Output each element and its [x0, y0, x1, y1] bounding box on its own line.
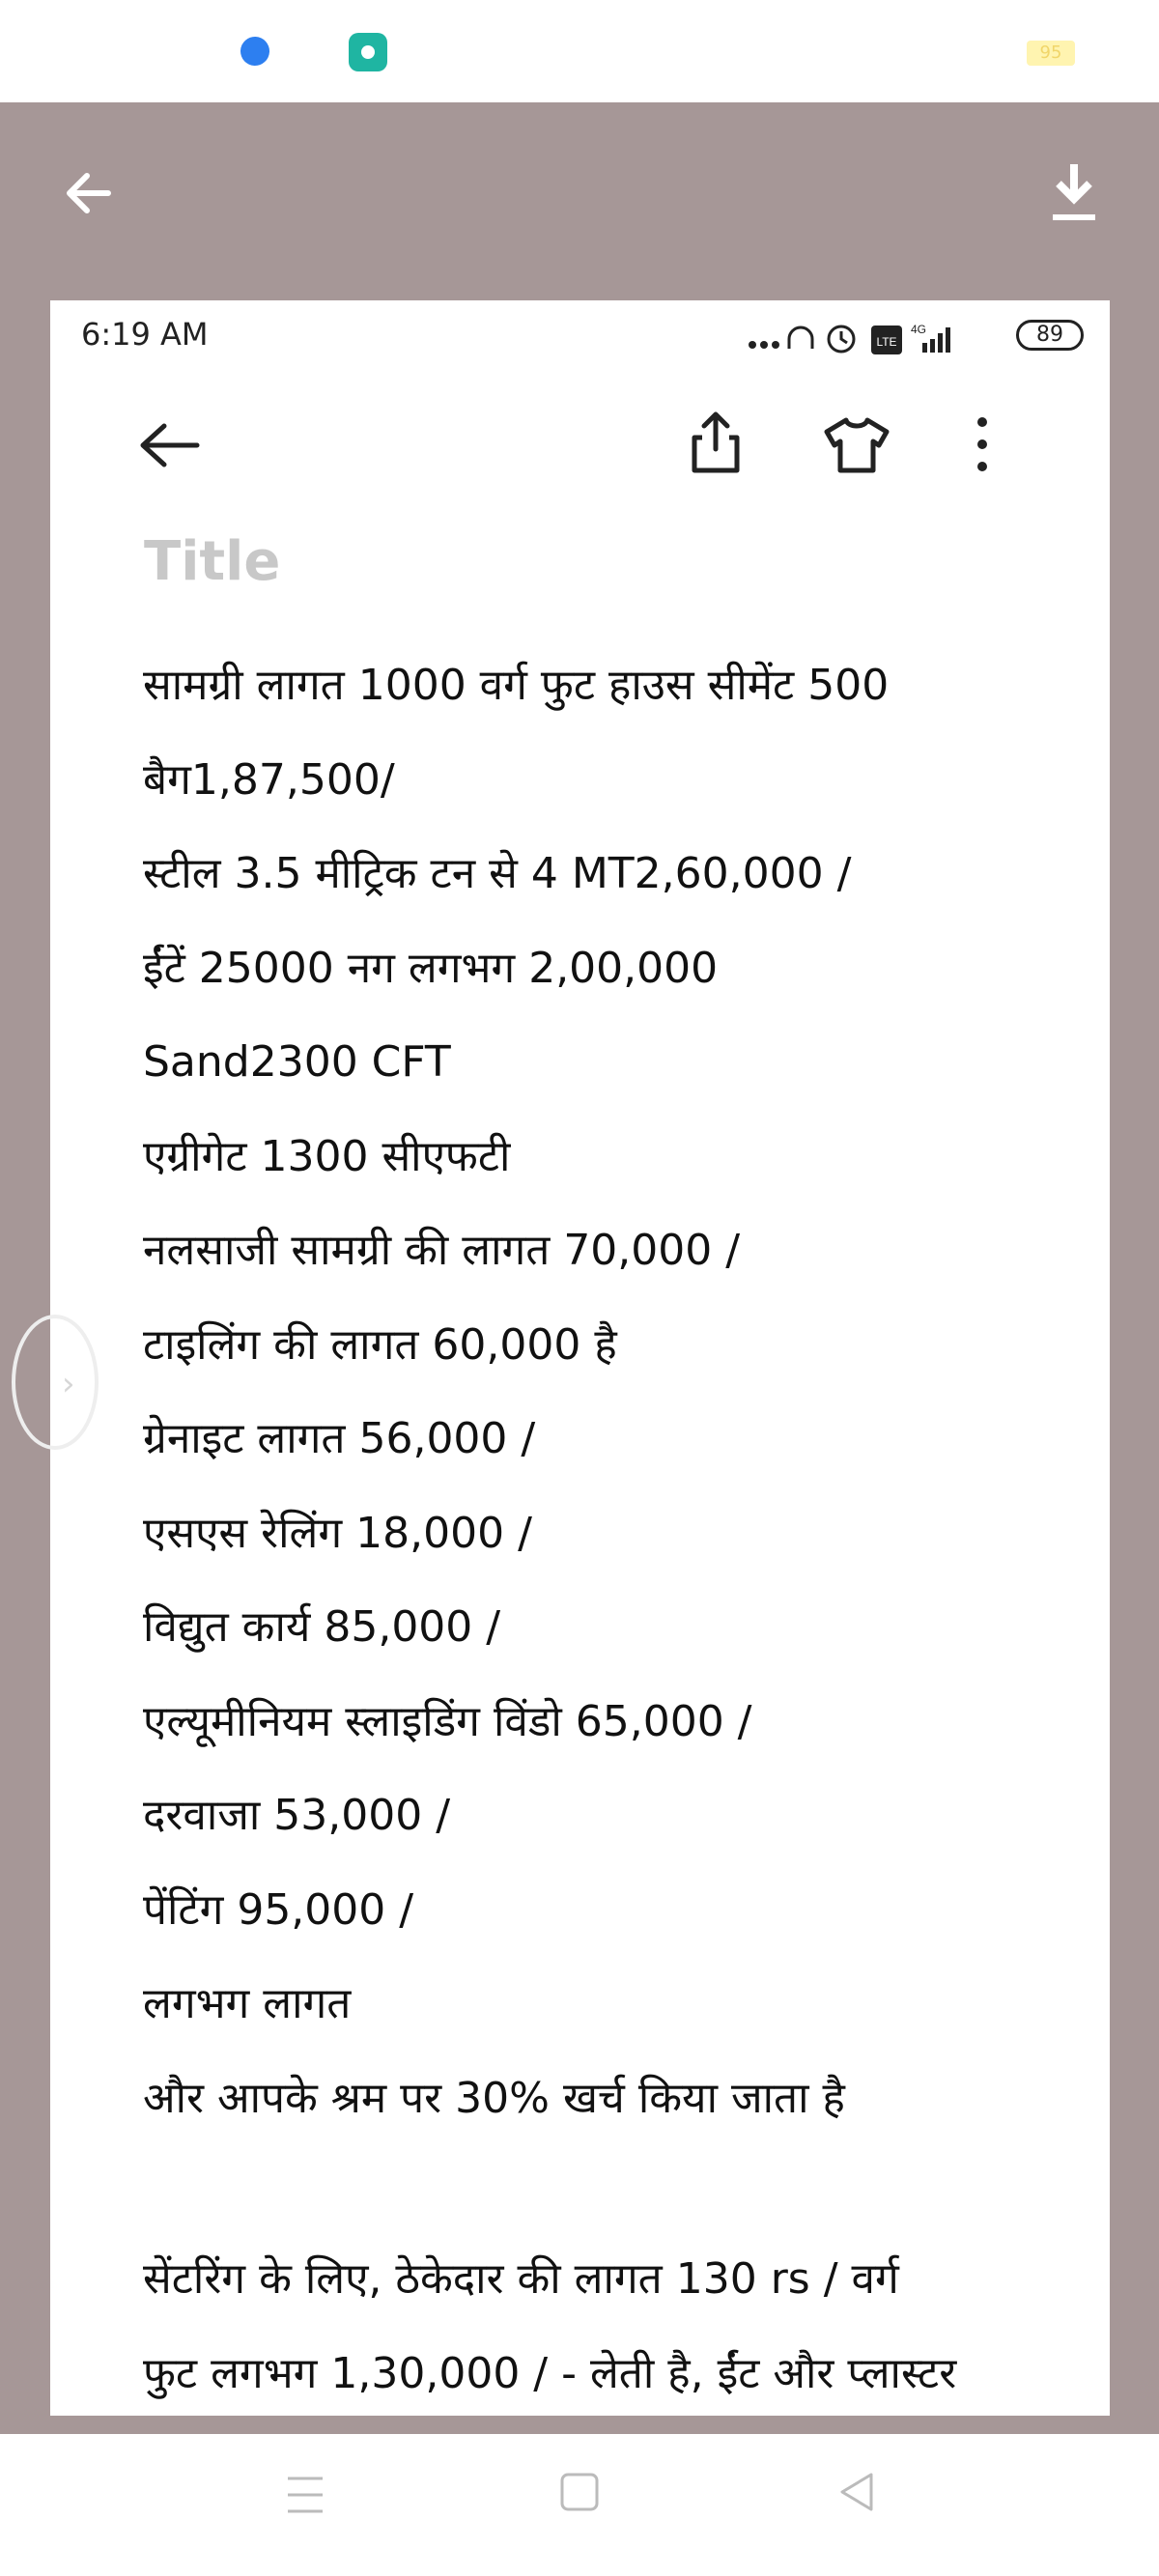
arrow-left-icon[interactable] — [135, 416, 203, 474]
note-line: लगभग लागत — [143, 1979, 352, 2028]
note-line: एल्यूमीनियम स्लाइडिंग विंडो 65,000 / — [143, 1696, 752, 1746]
svg-text:4G: 4G — [911, 323, 927, 336]
notification-app-icon — [349, 33, 387, 71]
note-line: दरवाजा 53,000 / — [143, 1791, 451, 1840]
status-time: 6:19 AM — [81, 316, 209, 353]
note-line: ग्रेनाइट लागत 56,000 / — [143, 1414, 536, 1463]
tshirt-icon[interactable] — [823, 414, 890, 474]
side-panel-handle[interactable] — [12, 1315, 99, 1450]
download-icon[interactable] — [1045, 160, 1103, 224]
menu-icon[interactable] — [282, 2469, 328, 2521]
battery-indicator: 95 — [1027, 41, 1075, 66]
screenshot-image — [50, 300, 1110, 2416]
note-line: पेंटिंग 95,000 / — [143, 1884, 414, 1935]
note-line: बैग1,87,500/ — [143, 754, 395, 805]
note-line: सामग्री लागत 1000 वर्ग फुट हाउस सीमेंट 500 — [143, 661, 890, 710]
navigation-bar — [0, 2434, 1159, 2576]
note-title-input[interactable]: Title — [144, 530, 281, 593]
note-line-blank — [143, 2145, 1070, 2232]
share-icon[interactable] — [687, 409, 745, 476]
note-line: एसएस रेलिंग 18,000 / — [143, 1508, 532, 1558]
back-icon[interactable] — [60, 164, 118, 222]
home-icon[interactable] — [558, 2471, 601, 2513]
note-line: टाइलिंग की लागत 60,000 है — [143, 1319, 617, 1370]
chevron-right-icon: › — [62, 1365, 75, 1403]
note-line: नलसाजी सामग्री की लागत 70,000 / — [143, 1226, 741, 1275]
notification-app-icon — [237, 33, 273, 70]
note-line: फुट लगभग 1,30,000 / - लेती है, ईंट और प्लास्टर — [143, 2348, 957, 2398]
note-line: सेंटरिंग के लिए, ठेकेदार की लागत 130 rs / वर्ग — [143, 2254, 899, 2304]
note-line: एग्रीगेट 1300 सीएफटी — [143, 1131, 511, 1181]
outer-status-bar — [0, 0, 1159, 102]
back-triangle-icon[interactable] — [836, 2471, 879, 2513]
more-vertical-icon[interactable] — [968, 414, 997, 474]
note-line: Sand2300 CFT — [143, 1037, 451, 1087]
headset-icon — [789, 327, 812, 349]
note-line: विद्युत कार्य 85,000 / — [143, 1602, 501, 1652]
note-line: और आपके श्रम पर 30% खर्च किया जाता है — [143, 2073, 845, 2123]
note-line: स्टील 3.5 मीट्रिक टन से 4 MT2,60,000 / — [143, 849, 852, 898]
svg-text:LTE: LTE — [876, 335, 897, 349]
note-line: ईंटें 25000 नग लगभग 2,00,000 — [143, 943, 719, 993]
battery-indicator: 89 — [1016, 320, 1084, 351]
note-body[interactable] — [143, 638, 1070, 2420]
